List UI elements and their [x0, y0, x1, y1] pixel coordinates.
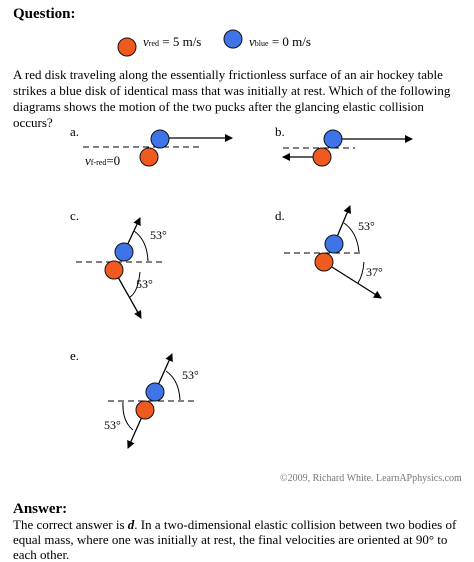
diagram-d-angle-top: 53°: [358, 219, 375, 233]
diagram-c-angle-top: 53°: [150, 228, 167, 242]
question-heading: Question:: [13, 6, 76, 22]
initial-blue-puck: [224, 30, 242, 48]
diagram-b-blue-puck: [324, 130, 342, 148]
diagram-c-angle-bottom: 53°: [136, 277, 153, 291]
blue-velocity-label: vblue = 0 m/s: [249, 34, 311, 49]
diagram-d-angle-bottom: 37°: [366, 265, 383, 279]
option-b-label: b.: [275, 124, 285, 139]
option-a-label: a.: [70, 124, 80, 139]
diagram-a-red-puck: [140, 148, 158, 166]
diagram-c-blue-puck: [115, 243, 133, 261]
diagram-b-red-puck: [313, 148, 331, 166]
question-text: A red disk traveling along the essentially frictionless surface of an air hockey table strikes a blue disk of identical mass that was initially at rest. Which of the following diagrams shows the motion of the two pucks after the glancing elastic collision occurs?: [13, 67, 451, 130]
diagram-d-blue-puck: [325, 235, 343, 253]
red-velocity-label: vred = 5 m/s: [143, 34, 202, 49]
diagram-b: [283, 130, 412, 166]
diagram-e-red-puck: [136, 401, 154, 419]
answer-text: The correct answer is d. In a two-dimensional elastic collision between two bodies of equal mass, where one was initially at rest, the final velocities are oriented at 90° to each other.: [13, 517, 457, 562]
option-c-label: c.: [70, 208, 80, 223]
diagram-e-blue-puck: [146, 383, 164, 401]
diagram-a-blue-puck: [151, 130, 169, 148]
option-e-label: e.: [70, 348, 80, 363]
diagram-d-red-puck: [315, 253, 333, 271]
diagram-e-angle-bottom: 53°: [104, 418, 121, 432]
copyright-text: ©2009, Richard White. LearnAPphysics.com: [280, 473, 462, 484]
option-d-label: d.: [275, 208, 285, 223]
diagram-e-angle-top: 53°: [182, 368, 199, 382]
answer-heading: Answer:: [13, 501, 68, 517]
diagram-a-note: vf-red=0: [85, 153, 121, 168]
diagram-c-red-puck: [105, 261, 123, 279]
answer-letter: d: [127, 517, 135, 532]
initial-red-puck: [118, 38, 136, 56]
